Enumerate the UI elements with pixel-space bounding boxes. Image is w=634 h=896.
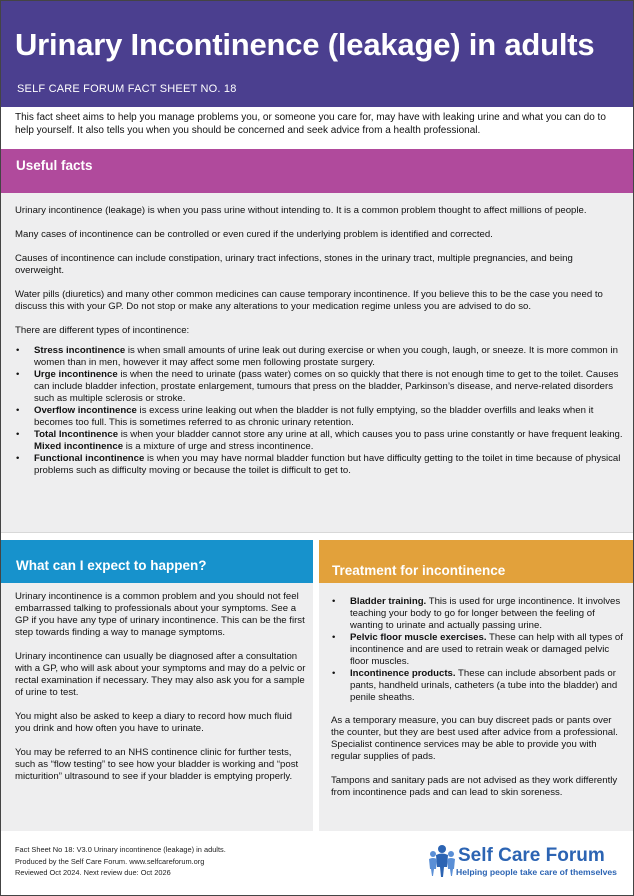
list-item-term: Incontinence products.: [350, 668, 456, 679]
expect-paragraph: Urinary incontinence can usually be diagnosed after a consultation with a GP, who will ask about your symptoms and may do a pelvic or rectal examination if necessary. They may also ask you for a sample of urine to test.: [15, 651, 306, 698]
header-banner: [1, 1, 634, 107]
footer-line: Produced by the Self Care Forum. www.selfcareforum.org: [15, 856, 205, 866]
useful-facts-paragraph: There are different types of incontinence:: [15, 325, 190, 336]
useful-facts-heading: Useful facts: [16, 158, 93, 173]
list-item: [15, 453, 623, 477]
list-item-term: Bladder training.: [350, 596, 427, 607]
bullet-icon: •: [16, 369, 20, 380]
treatment-list: [331, 596, 625, 704]
list-item-term: Overflow incontinence: [34, 405, 137, 416]
expect-paragraph: You might also be asked to keep a diary to record how much fluid you drink and how often you have to urinate.: [15, 711, 292, 734]
treatment-heading: Treatment for incontinence: [332, 563, 506, 578]
useful-facts-paragraph: Water pills (diuretics) and many other common medicines can cause temporary incontinence. If you believe this to be the case you need to discuss this with your GP. Do not stop or make any alterations to your medication regime unless you are advised to do so.: [15, 289, 603, 312]
treatment-heading-bar: [319, 540, 634, 583]
list-item: [15, 369, 623, 405]
list-item-term: Pelvic floor muscle exercises.: [350, 632, 487, 643]
bullet-icon: •: [332, 632, 336, 643]
page-title: Urinary Incontinence (leakage) in adults: [15, 27, 595, 62]
self-care-forum-logo: [427, 843, 627, 883]
incontinence-types-list: [15, 345, 623, 477]
list-item-subnote: [34, 441, 623, 453]
bullet-icon: •: [332, 668, 336, 679]
people-group-icon: [427, 843, 457, 879]
bullet-icon: •: [16, 429, 20, 440]
useful-facts-paragraph: Many cases of incontinence can be controlled or even cured if the underlying problem is identified and corrected.: [15, 229, 493, 240]
list-item-term: Urge incontinence: [34, 369, 118, 380]
expect-text: [15, 591, 309, 795]
treatment-paragraph: As a temporary measure, you can buy discreet pads or pants over the counter, but they are best used after advice from a professional. Specialist continence services may be able to provide you with regular supplies of pads.: [331, 715, 618, 762]
treatment-text: [331, 596, 625, 811]
list-item-term: Total Incontinence: [34, 429, 119, 440]
list-item: [331, 632, 625, 668]
list-item-text: This is used for urge incontinence. It involves teaching your body to go for longer between the feeling of wanting to urinate and actually passing urine.: [350, 596, 621, 631]
list-item-term: Stress incontinence: [34, 345, 126, 356]
list-item-term: Mixed incontinence: [34, 441, 124, 452]
bullet-icon: •: [332, 596, 336, 607]
useful-facts-section: [1, 193, 634, 533]
footer-line: Reviewed Oct 2024. Next review due: Oct 2026: [15, 868, 171, 877]
footer-notes: [15, 844, 226, 879]
expect-paragraph: You may be referred to an NHS continence clinic for further tests, such as “flow testing” to see how your bladder is working and “post micturition” ultrasound to see if your bladder is emptying properly.: [15, 747, 299, 782]
list-item-text: These can include absorbent pads or pants, handheld urinals, catheters (a tube into the bladder) and penile sheaths.: [350, 668, 618, 703]
useful-facts-paragraph: Causes of incontinence can include constipation, urinary tract infections, stones in the urinary tract, multiple pregnancies, and being overweight.: [15, 253, 573, 276]
bullet-icon: •: [16, 453, 20, 464]
list-item: [331, 596, 625, 632]
expect-heading-bar: [1, 540, 313, 583]
useful-facts-heading-bar: [1, 149, 634, 193]
treatment-paragraph: Tampons and sanitary pads are not advised as they work differently from incontinence pads and can lead to skin soreness.: [331, 775, 618, 798]
bullet-icon: •: [16, 405, 20, 416]
list-item-text: is excess urine leaking out when the bladder is not fully emptying, so the bladder overfills and leaks when it becomes too full. This is sometimes referred to as chronic urinary retention.: [34, 405, 594, 428]
intro-text: This fact sheet aims to help you manage problems you, or someone you care for, may have with leaking urine and what you can do to help yourself. It also tells you when you should be concerned and seek advice from a health professional.: [15, 112, 606, 136]
list-item-text: is when the need to urinate (pass water) comes on so quickly that there is not enough time to get to the toilet. Causes can include bladder infection, prostate enlargement, tumours that press on the bladder, Parkinson’s disease, and nerve-related disorders such as multiple sclerosis or stroke.: [34, 369, 619, 404]
list-item-term: Functional incontinence: [34, 453, 145, 464]
logo-tagline: Helping people take care of themselves: [456, 867, 617, 877]
list-item: [15, 405, 623, 429]
list-item: [15, 345, 623, 369]
list-item: [331, 668, 625, 704]
list-item-text: is when small amounts of urine leak out during exercise or when you cough, laugh, or sneeze. It is more common in women than in men, however it may affect some men following prostate surgery.: [34, 345, 618, 368]
bullet-icon: •: [16, 345, 20, 356]
expect-paragraph: Urinary incontinence is a common problem and you should not feel embarrassed talking to professionals about your symptoms. See a GP if you have any type of urinary incontinence. This can be the first step towards finding a way to manage symptoms.: [15, 591, 305, 638]
footer-line: Fact Sheet No 18: V3.0 Urinary incontinence (leakage) in adults.: [15, 845, 226, 854]
list-item-text: is when your bladder cannot store any urine at all, which causes you to pass urine constantly or have frequent leaking.: [118, 429, 623, 440]
expect-heading: What can I expect to happen?: [16, 558, 207, 573]
useful-facts-paragraph: Urinary incontinence (leakage) is when you pass urine without intending to. It is a common problem thought to affect millions of people.: [15, 205, 587, 216]
logo-name: Self Care Forum: [458, 845, 605, 866]
list-item-text: is a mixture of urge and stress incontinence.: [123, 441, 314, 452]
list-item-text: is when you may have normal bladder function but have difficulty getting to the toilet in time because of physical problems such as difficulty moving or because the toilet is difficult to get to.: [34, 453, 621, 476]
list-item-text: These can help with all types of incontinence and are used to retrain weak or damaged pelvic floor muscles.: [350, 632, 623, 667]
list-item: [15, 429, 623, 453]
page-subtitle: SELF CARE FORUM FACT SHEET NO. 18: [17, 83, 237, 95]
